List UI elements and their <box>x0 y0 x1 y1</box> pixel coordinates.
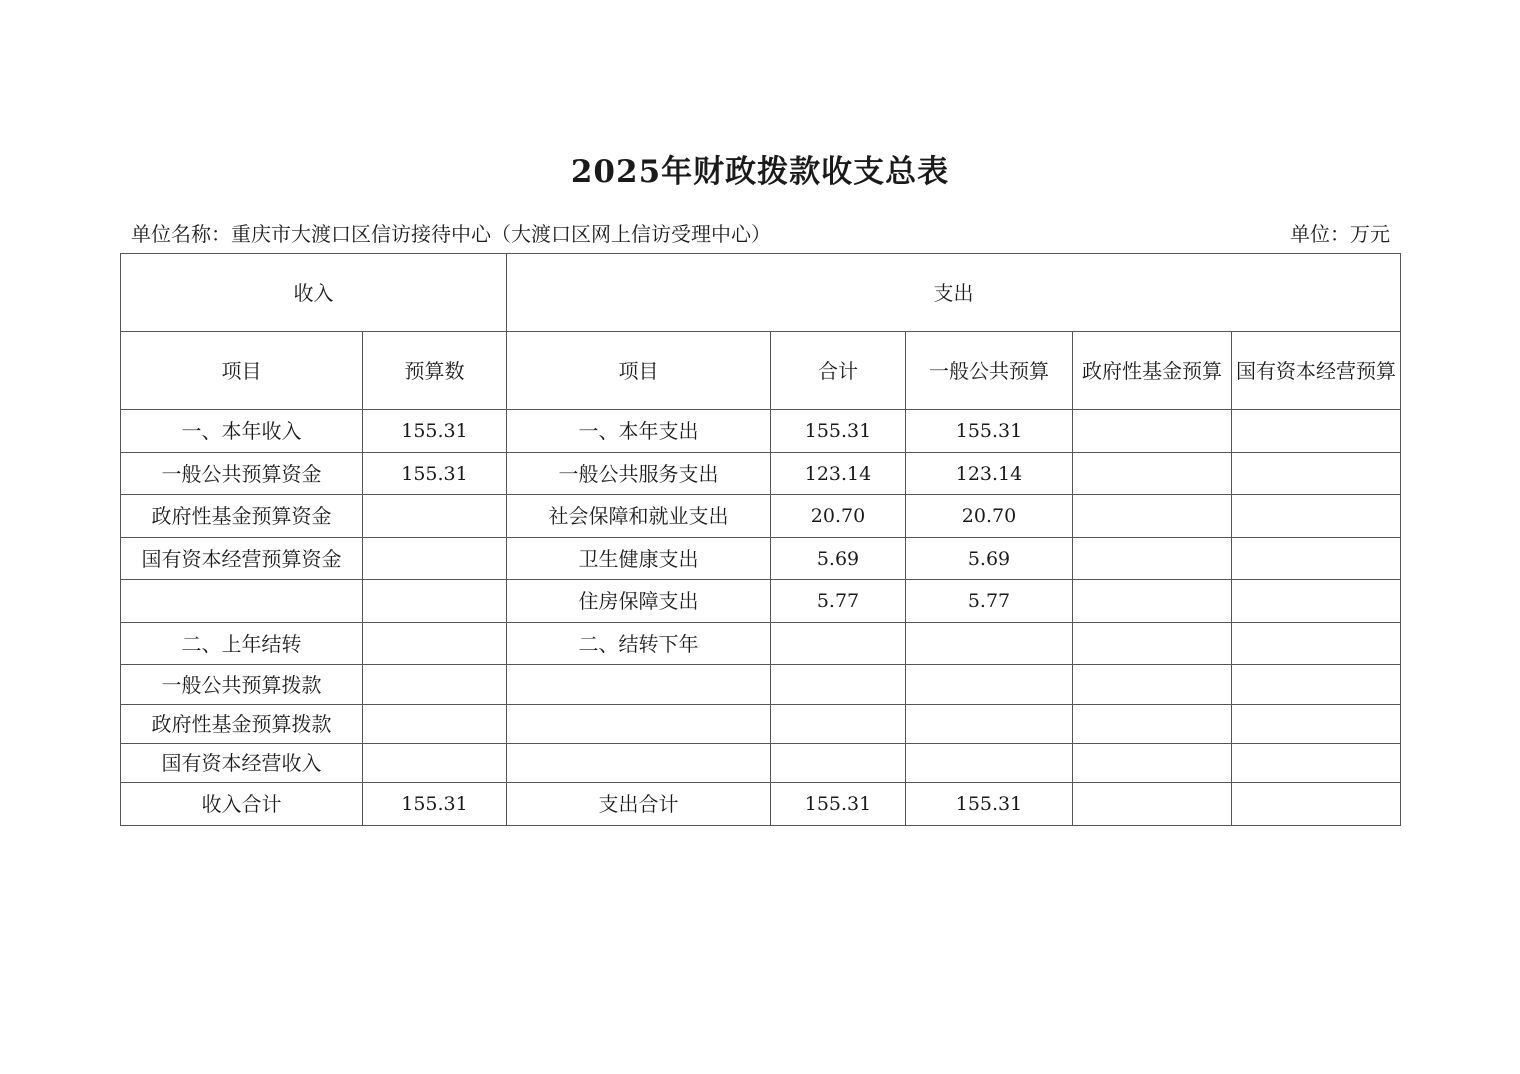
table-cell <box>1232 453 1401 495</box>
table-cell <box>1232 665 1401 705</box>
table-cell: 二、结转下年 <box>507 623 771 665</box>
table-cell: 政府性基金预算拨款 <box>121 705 363 744</box>
table-cell: 一、本年支出 <box>507 410 771 453</box>
table-cell <box>1073 705 1232 744</box>
table-cell <box>1232 623 1401 665</box>
table-cell: 国有资本经营收入 <box>121 744 363 783</box>
table-cell: 一般公共服务支出 <box>507 453 771 495</box>
table-cell: 一般公共预算资金 <box>121 453 363 495</box>
table-row <box>121 410 1401 453</box>
budget-summary-table <box>120 253 1401 826</box>
table-cell: 国有资本经营预算资金 <box>121 538 363 580</box>
table-cell <box>771 744 906 783</box>
table-cell: 政府性基金预算资金 <box>121 495 363 538</box>
table-cell: 155.31 <box>363 783 507 826</box>
table-cell: 123.14 <box>771 453 906 495</box>
table-cell <box>363 623 507 665</box>
table-cell <box>1232 744 1401 783</box>
table-cell: 住房保障支出 <box>507 580 771 623</box>
table-row <box>121 453 1401 495</box>
table-cell <box>906 705 1073 744</box>
column-header: 合计 <box>771 332 906 410</box>
table-cell <box>906 665 1073 705</box>
currency-unit-label: 单位：万元 <box>1290 222 1390 246</box>
table-cell <box>1073 410 1232 453</box>
table-cell: 社会保障和就业支出 <box>507 495 771 538</box>
table-cell <box>906 744 1073 783</box>
table-cell <box>771 705 906 744</box>
table-cell <box>1073 580 1232 623</box>
expense-group-header: 支出 <box>507 254 1401 332</box>
table-cell <box>507 705 771 744</box>
page-title: 2025年财政拨款收支总表 <box>570 154 950 190</box>
table-cell: 155.31 <box>771 410 906 453</box>
column-header: 预算数 <box>363 332 507 410</box>
table-row <box>121 705 1401 744</box>
table-cell: 20.70 <box>771 495 906 538</box>
table-cell: 155.31 <box>363 453 507 495</box>
table-cell <box>771 665 906 705</box>
table-cell: 123.14 <box>906 453 1073 495</box>
table-cell: 5.69 <box>771 538 906 580</box>
table-cell: 5.77 <box>906 580 1073 623</box>
column-header: 项目 <box>121 332 363 410</box>
table-cell <box>363 495 507 538</box>
table-cell: 支出合计 <box>507 783 771 826</box>
table-cell <box>906 623 1073 665</box>
table-cell: 卫生健康支出 <box>507 538 771 580</box>
table-row <box>121 580 1401 623</box>
table-cell: 一、本年收入 <box>121 410 363 453</box>
table-cell: 二、上年结转 <box>121 623 363 665</box>
group-header-row <box>121 254 1401 332</box>
table-cell <box>1232 705 1401 744</box>
table-cell <box>1073 538 1232 580</box>
table-cell <box>1073 665 1232 705</box>
table-row <box>121 623 1401 665</box>
table-cell <box>363 744 507 783</box>
column-header: 项目 <box>507 332 771 410</box>
column-header: 国有资本经营预算 <box>1232 332 1401 410</box>
table-cell <box>1073 623 1232 665</box>
meta-row <box>131 218 1390 246</box>
table-cell <box>1073 453 1232 495</box>
income-group-header: 收入 <box>121 254 507 332</box>
table-cell: 5.69 <box>906 538 1073 580</box>
table-cell <box>1073 495 1232 538</box>
column-header: 一般公共预算 <box>906 332 1073 410</box>
table-cell: 一般公共预算拨款 <box>121 665 363 705</box>
table-cell <box>771 623 906 665</box>
table-cell <box>363 538 507 580</box>
table-cell <box>1232 495 1401 538</box>
table-row <box>121 495 1401 538</box>
table-cell <box>121 580 363 623</box>
unit-name-label: 单位名称：重庆市大渡口区信访接待中心（大渡口区网上信访受理中心） <box>131 222 771 246</box>
totals-row <box>121 783 1401 826</box>
table-cell <box>1232 410 1401 453</box>
table-cell <box>363 665 507 705</box>
table-cell <box>507 744 771 783</box>
table-cell <box>1232 580 1401 623</box>
table-cell <box>1073 783 1232 826</box>
column-header-row <box>121 332 1401 410</box>
table-cell: 155.31 <box>363 410 507 453</box>
table-cell <box>1232 538 1401 580</box>
table-cell: 155.31 <box>906 783 1073 826</box>
table-cell <box>1232 783 1401 826</box>
table-cell: 155.31 <box>906 410 1073 453</box>
table-cell <box>1073 744 1232 783</box>
table-cell: 5.77 <box>771 580 906 623</box>
table-cell: 155.31 <box>771 783 906 826</box>
table-cell <box>363 580 507 623</box>
table-cell: 收入合计 <box>121 783 363 826</box>
table-row <box>121 665 1401 705</box>
table-row <box>121 744 1401 783</box>
table-cell: 20.70 <box>906 495 1073 538</box>
table-row <box>121 538 1401 580</box>
table-cell <box>507 665 771 705</box>
table-cell <box>363 705 507 744</box>
column-header: 政府性基金预算 <box>1073 332 1232 410</box>
